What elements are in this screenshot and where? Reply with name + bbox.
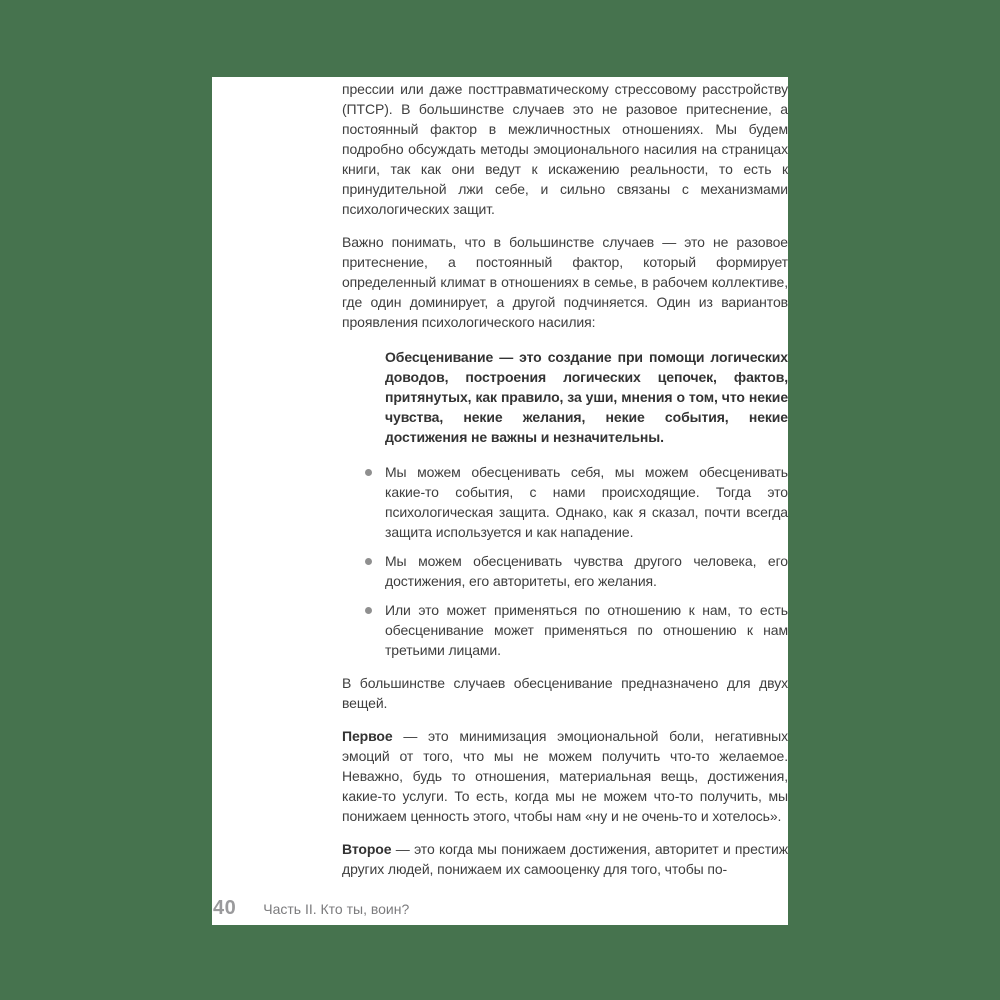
paragraph-text: — это когда мы понижаем достижения, авторитет и престиж других людей, понижаем их самооценку для того, чтобы по- [342, 841, 788, 877]
bullet-text: Мы можем обесценивать чувства другого человека, его достижения, его авторитеты, его желания. [385, 553, 788, 589]
chapter-title: Часть II. Кто ты, воин? [263, 901, 410, 917]
bullet-text: Или это может применяться по отношению к нам, то есть обесценивание может применяться по отношению к нам третьими лицами. [385, 602, 788, 658]
paragraph-lead-word: Первое [342, 728, 393, 744]
bullet-list [342, 462, 788, 660]
bullet-item [342, 551, 788, 591]
body-paragraph: В большинстве случаев обесценивание предназначено для двух вещей. [342, 675, 788, 711]
paragraph-text: — это минимизация эмоциональной боли, негативных эмоций от того, что мы не можем получить что-то желаемое. Неважно, будь то отношения, материальная вещь, достижения, какие-то услуги. То есть, когда мы не можем что-то получить, мы понижаем ценность этого, чтобы нам «ну и не очень-то и хотелось». [342, 728, 788, 824]
bullet-item [342, 600, 788, 660]
quote-paragraph: Обесценивание — это создание при помощи логических доводов, построения логических цепочек, фактов, притянутых, как правило, за уши, мнения о том, что некие чувства, некие желания, некие события, некие достижения не важны и незначительны. [385, 349, 788, 445]
body-paragraph: Важно понимать, что в большинстве случаев — это не разовое притеснение, а постоянный фактор, который формирует определенный климат в отношениях в семье, в рабочем коллективе, где один доминирует, а другой подчиняется. Один из вариантов проявления психологического насилия: [342, 234, 788, 330]
bullet-dot-icon [365, 558, 372, 565]
bullet-dot-icon [365, 607, 372, 614]
bullet-text: Мы можем обесценивать себя, мы можем обесценивать какие-то события, с нами происходящие. Тогда это психологическая защита. Однако, как я сказал, почти всегда защита используется и как нападение. [385, 464, 788, 540]
page-number: 40 [213, 897, 237, 919]
body-paragraph [342, 839, 788, 879]
page-footer [213, 897, 409, 920]
body-paragraph [342, 726, 788, 826]
page-content [342, 79, 788, 892]
bullet-item [342, 462, 788, 542]
paragraph-lead-word: Второе [342, 841, 392, 857]
body-paragraph: прессии или даже посттравматическому стрессовому расстройству (ПТСР). В большинстве случаев это не разовое притеснение, а постоянный фактор в межличностных отношениях. Мы будем подробно обсуждать методы эмоционального насилия на страницах книги, так как они ведут к искажению реальности, то есть к принудительной лжи себе, и сильно связаны с механизмами психологических защит. [342, 81, 788, 217]
book-page [212, 77, 788, 925]
bullet-dot-icon [365, 469, 372, 476]
